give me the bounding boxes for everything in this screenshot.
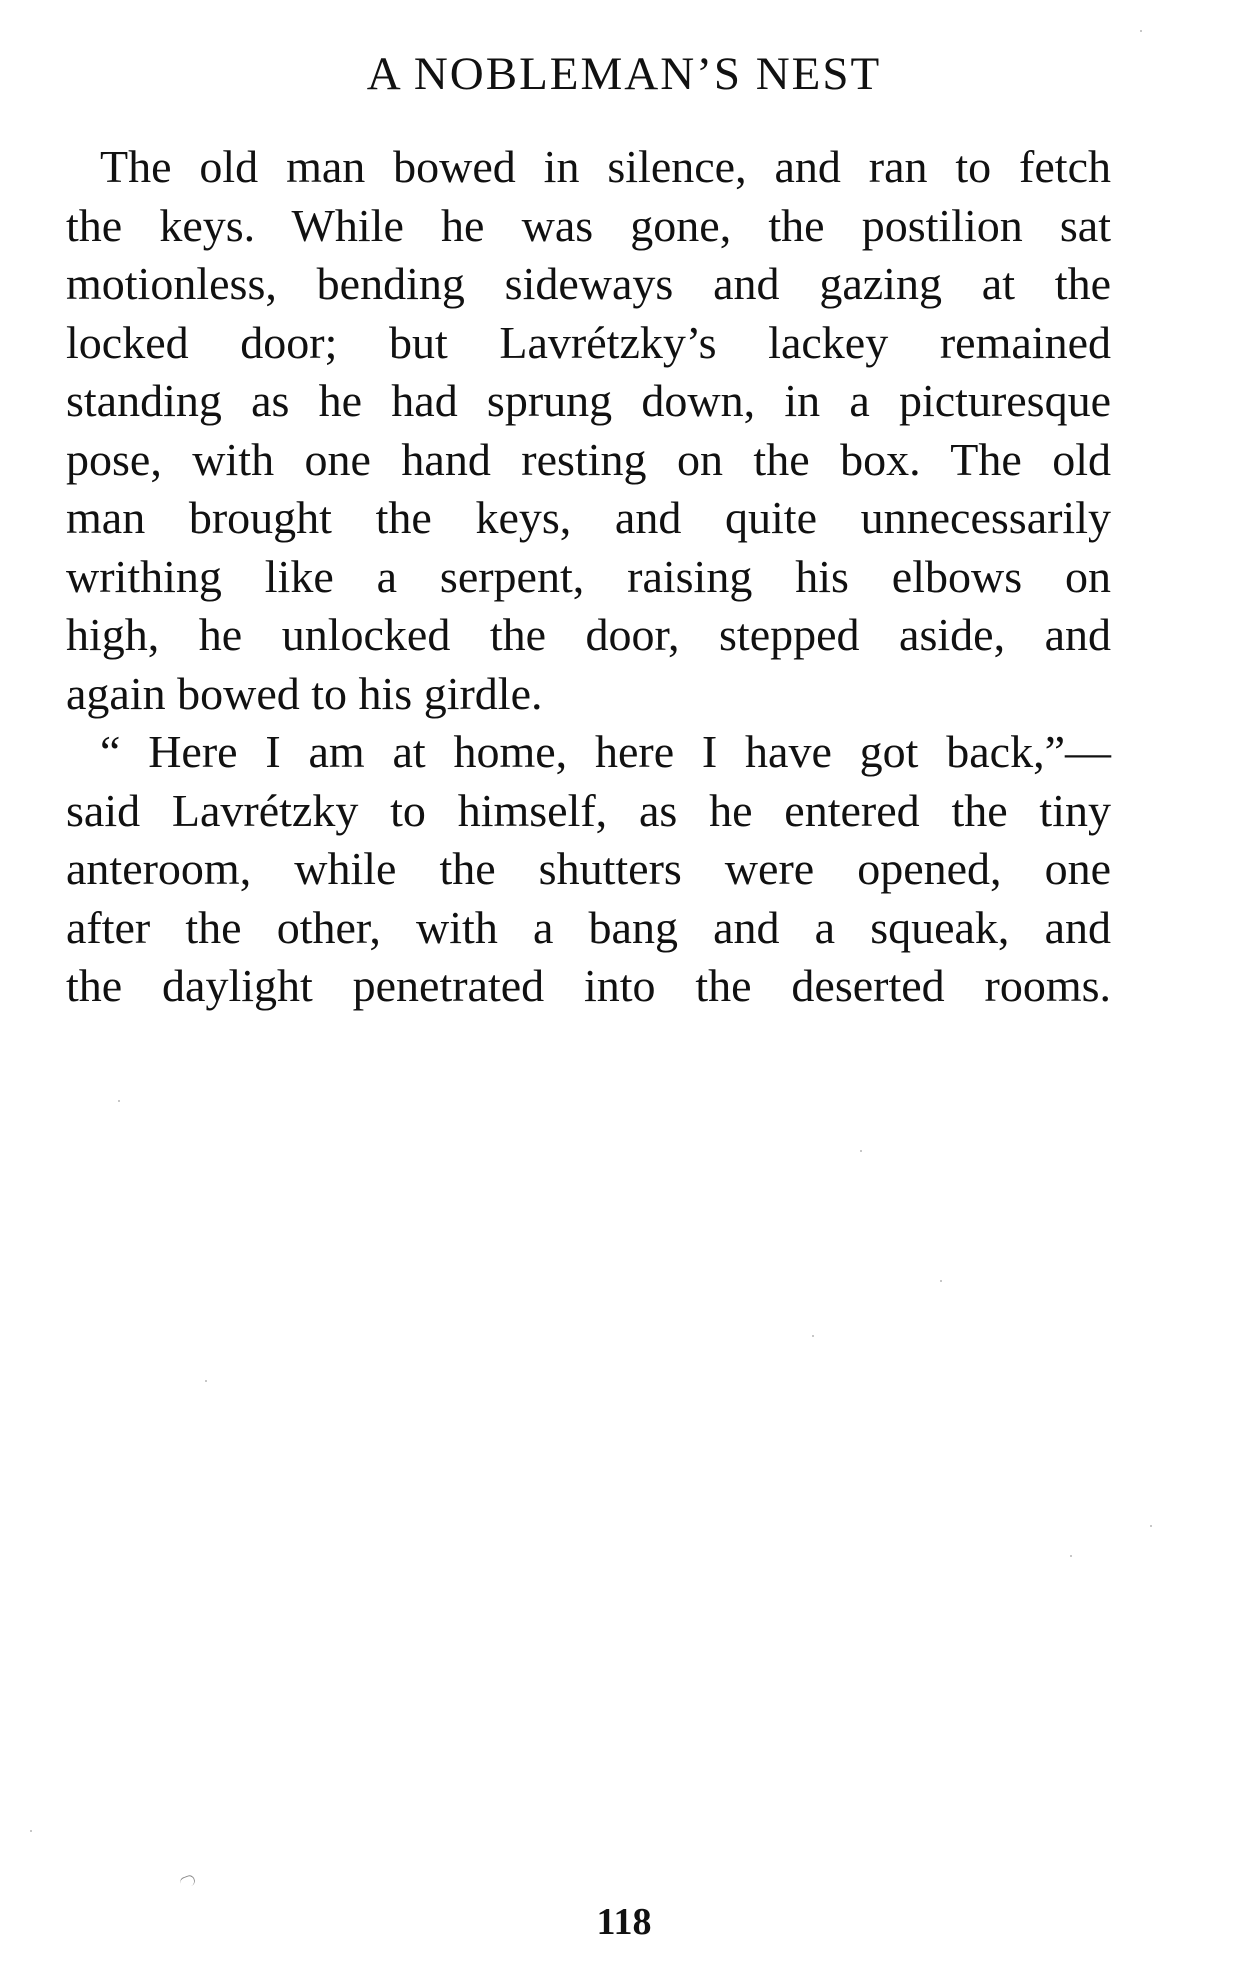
text-line: high, he unlocked the door, stepped aside, and xyxy=(66,609,1111,660)
paragraph-2 xyxy=(66,723,1111,1016)
scan-speck xyxy=(1070,1555,1072,1557)
text-line: anteroom, while the shutters were opened, one xyxy=(66,843,1111,894)
text-line: after the other, with a bang and a squeak, and xyxy=(66,901,1111,953)
text-line: again bowed to his girdle. xyxy=(66,667,543,719)
scan-speck xyxy=(30,1830,32,1832)
scan-speck xyxy=(812,1335,814,1337)
ink-mark xyxy=(179,1874,197,1889)
text-line: standing as he had sprung down, in a picturesque xyxy=(66,375,1111,426)
scan-speck xyxy=(118,1100,120,1102)
page-number: 118 xyxy=(596,1901,652,1943)
scan-speck xyxy=(860,1150,862,1152)
scan-speck xyxy=(1140,30,1142,32)
text-line: locked door; but Lavrétzky’s lackey remained xyxy=(66,316,1111,368)
text-line: the daylight penetrated into the deserted rooms. xyxy=(66,960,1111,1011)
text-line: man brought the keys, and quite unnecessarily xyxy=(66,492,1111,543)
scan-speck xyxy=(1150,1525,1152,1527)
text-line: pose, with one hand resting on the box. The old xyxy=(66,433,1111,485)
scan-speck xyxy=(205,1380,207,1382)
text-line: said Lavrétzky to himself, as he entered the tiny xyxy=(66,784,1111,836)
text-line: The old man bowed in silence, and ran to fetch xyxy=(100,141,1111,192)
text-line: the keys. While he was gone, the postilion sat xyxy=(66,199,1111,251)
text-line: motionless, bending sideways and gazing at the xyxy=(66,258,1111,309)
body-text xyxy=(66,138,1111,1016)
paragraph-1 xyxy=(66,138,1111,723)
text-line: writhing like a serpent, raising his elbows on xyxy=(66,550,1111,602)
scan-speck xyxy=(940,1280,942,1282)
running-head: A NOBLEMAN’S NEST xyxy=(366,48,882,100)
text-line: “ Here I am at home, here I have got back,”— xyxy=(100,726,1111,777)
